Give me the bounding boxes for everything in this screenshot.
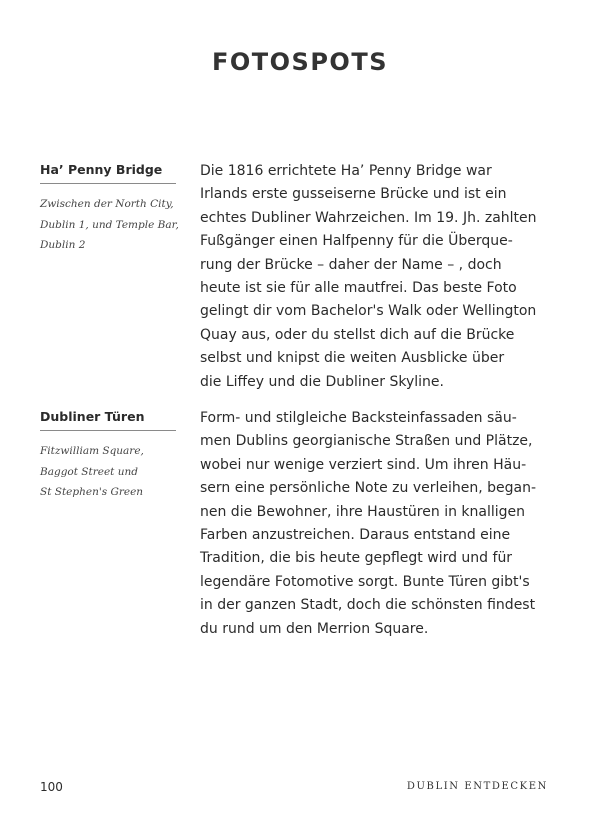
body-line: Tradition, die bis heute gepflegt wird und für — [200, 550, 513, 567]
location-line: Fitzwilliam Square, — [40, 445, 144, 457]
body-line: Irlands erste gusseiserne Brücke und ist ein — [200, 186, 507, 203]
entry-sidebar — [40, 407, 176, 503]
body-line: Fußgänger einen Halfpenny für die Überque- — [200, 233, 513, 250]
entry-title: Ha’ Penny Bridge — [40, 160, 176, 184]
entry-body-text — [200, 407, 560, 641]
page-number: 100 — [40, 780, 63, 794]
entry-location — [40, 194, 179, 256]
body-line: legendäre Fotomotive sorgt. Bunte Türen gibt's — [200, 573, 530, 590]
body-line: selbst und knipst die weiten Ausblicke über — [200, 350, 505, 367]
location-line: Zwischen der North City, — [40, 198, 174, 210]
location-line: St Stephen's Green — [40, 486, 144, 498]
body-line: in der ganzen Stadt, doch die schönsten findest — [200, 597, 536, 614]
body-line: heute ist sie für alle mautfrei. Das beste Foto — [200, 280, 517, 297]
body-line: echtes Dubliner Wahrzeichen. Im 19. Jh. zahlten — [200, 209, 537, 226]
entry-body-text — [200, 160, 560, 394]
page-title: FOTOSPOTS — [211, 48, 388, 76]
body-line: die Liffey und die Dubliner Skyline. — [200, 373, 444, 390]
body-line: sern eine persönliche Note zu verleihen, began- — [200, 480, 537, 497]
entry-location — [40, 441, 176, 503]
location-line: Dublin 2 — [40, 239, 86, 251]
body-line: gelingt dir vom Bachelor's Walk oder Wellington — [200, 303, 537, 320]
body-line: rung der Brücke – daher der Name – , doch — [200, 256, 502, 273]
body-line: nen die Bewohner, ihre Haustüren in knalligen — [200, 503, 526, 520]
body-line: Die 1816 errichtete Ha’ Penny Bridge war — [200, 163, 492, 179]
location-line: Baggot Street und — [40, 465, 138, 478]
running-footer-title: DUBLIN ENTDECKEN — [406, 781, 548, 792]
body-line: Form- und stilgleiche Backsteinfassaden säu- — [200, 410, 517, 426]
entry-sidebar — [40, 160, 179, 256]
body-line: Farben anzustreichen. Daraus entstand eine — [200, 527, 511, 544]
entry-title: Dubliner Türen — [40, 407, 176, 431]
body-line: men Dublins georgianische Straßen und Plätze, — [200, 433, 533, 450]
body-line: du rund um den Merrion Square. — [200, 620, 429, 637]
location-line: Dublin 1, und Temple Bar, — [40, 218, 179, 231]
body-line: Quay aus, oder du stellst dich auf die Brücke — [200, 326, 515, 343]
body-line: wobei nur wenige verziert sind. Um ihren Häu- — [200, 456, 527, 473]
